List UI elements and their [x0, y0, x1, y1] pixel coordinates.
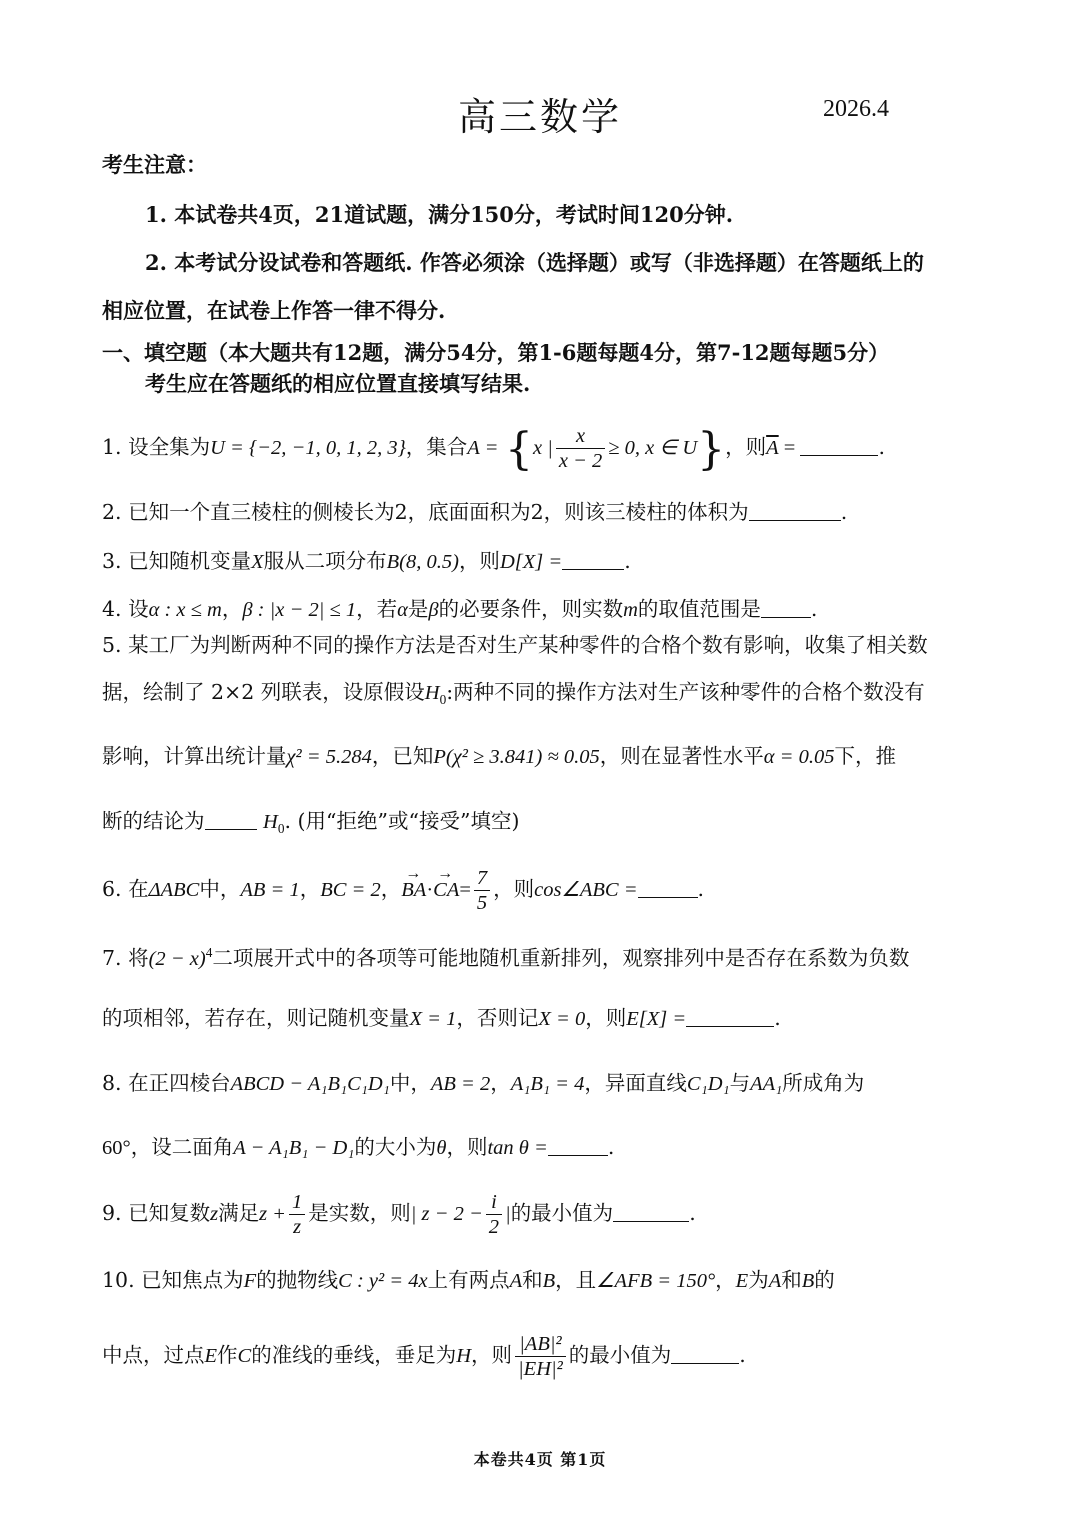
answer-blank-9 — [613, 1201, 689, 1222]
question-3: 3. 已知随机变量X服从二项分布B(8, 0.5)，则D[X] = . — [102, 549, 631, 573]
question-5-line-2: 据，绘制了 2×2 列联表，设原假设$H_0$:两种不同的操作方法对生产该种零件的合格个数没有 — [102, 680, 925, 708]
page-footer: 本卷共4页 第1页 — [473, 1450, 607, 1469]
question-2: 2. 已知一个直三棱柱的侧棱长为2，底面面积为2，则该三棱柱的体积为 . — [102, 500, 848, 524]
answer-blank-1 — [800, 435, 878, 456]
answer-blank-3 — [562, 549, 624, 570]
question-10-line-1: 10. 已知焦点为F的抛物线C : y² = 4x上有两点A和B，且∠AFB = 150°，E为A和B的 — [102, 1268, 835, 1292]
notice-heading: 考生注意： — [102, 152, 207, 177]
question-6: 6. 在ΔABC中，AB = 1，BC = 2，→ BA·→ CA= $\frac{7}{5}$ ，则cos∠ABC = . — [102, 866, 1002, 915]
question-5-line-1: 5. 某工厂为判断两种不同的操作方法是否对生产某种零件的合格个数有影响，收集了相关数 — [102, 633, 928, 657]
question-4: 4. 设α : x ≤ m，β : |x − 2| ≤ 1，若α是β的必要条件，则实数m的取值范围是 . — [102, 597, 818, 621]
exam-title: 高三数学 — [457, 95, 622, 139]
notice-item-2-line-2: 相应位置，在试卷上作答一律不得分. — [102, 298, 446, 323]
notice-item-1: 1. 本试卷共4页，21道试题，满分150分，考试时间120分钟. — [145, 202, 734, 227]
question-5-line-4: 断的结论为 $H_0$. (用“拒绝”或“接受”填空) — [102, 809, 520, 837]
question-9: 9. 已知复数z满足z + $\frac{1}{z}$ 是实数，则| z − 2 − $\frac{i}{2}$ |的最小值为 . — [102, 1191, 696, 1238]
answer-blank-10 — [671, 1343, 739, 1364]
question-7-line-2: 的项相邻，若存在，则记随机变量X = 1，否则记X = 0，则E[X] = . — [102, 1006, 781, 1030]
question-7-line-1: 7. 将$(2 - x)^4$二项展开式中的各项等可能地随机重新排列，观察排列中是否存在系数为负数 — [102, 945, 910, 970]
answer-blank-2 — [749, 500, 841, 521]
question-10-line-2: 中点，过点E作C的准线的垂线，垂足为H，则 $\frac{\text{|AB|²}}{\text{|EH|²}}$ 的最小值为 . — [102, 1333, 746, 1380]
question-5-line-3: 影响，计算出统计量χ² = 5.284，已知P(χ² ≥ 3.841) ≈ 0.05，则在显著性水平α = 0.05下，推 — [102, 744, 896, 768]
answer-blank-8 — [548, 1135, 608, 1156]
answer-blank-6 — [638, 877, 698, 898]
answer-blank-7 — [686, 1006, 774, 1027]
answer-blank-5 — [205, 809, 257, 830]
section-heading: 一、填空题（本大题共有12题，满分54分，第1-6题每题4分，第7-12题每题5分） — [102, 340, 890, 365]
exam-date: 2026.4 — [823, 96, 889, 122]
notice-item-2-line-1: 2. 本考试分设试卷和答题纸. 作答必须涂（选择题）或写（非选择题）在答题纸上的 — [145, 250, 924, 275]
answer-blank-4 — [761, 597, 811, 618]
question-8-line-2: 60°，设二面角A − A₁B₁ − D₁的大小为θ，则tan θ = . — [102, 1135, 615, 1159]
question-8-line-1: 8. 在正四棱台ABCD − A₁B₁C₁D₁中，AB = 2，A₁B₁ = 4，异面直线C₁D₁与AA₁所成角为 — [102, 1071, 865, 1095]
question-1: 1. 设全集为U = {−2, −1, 0, 1, 2, 3}，集合A = {x | $\frac{x}{x - 2}$ ≥ 0, x ∈ U}，则$\overline{A}$ = . — [102, 424, 886, 475]
section-instruction: 考生应在答题纸的相应位置直接填写结果. — [145, 371, 531, 396]
